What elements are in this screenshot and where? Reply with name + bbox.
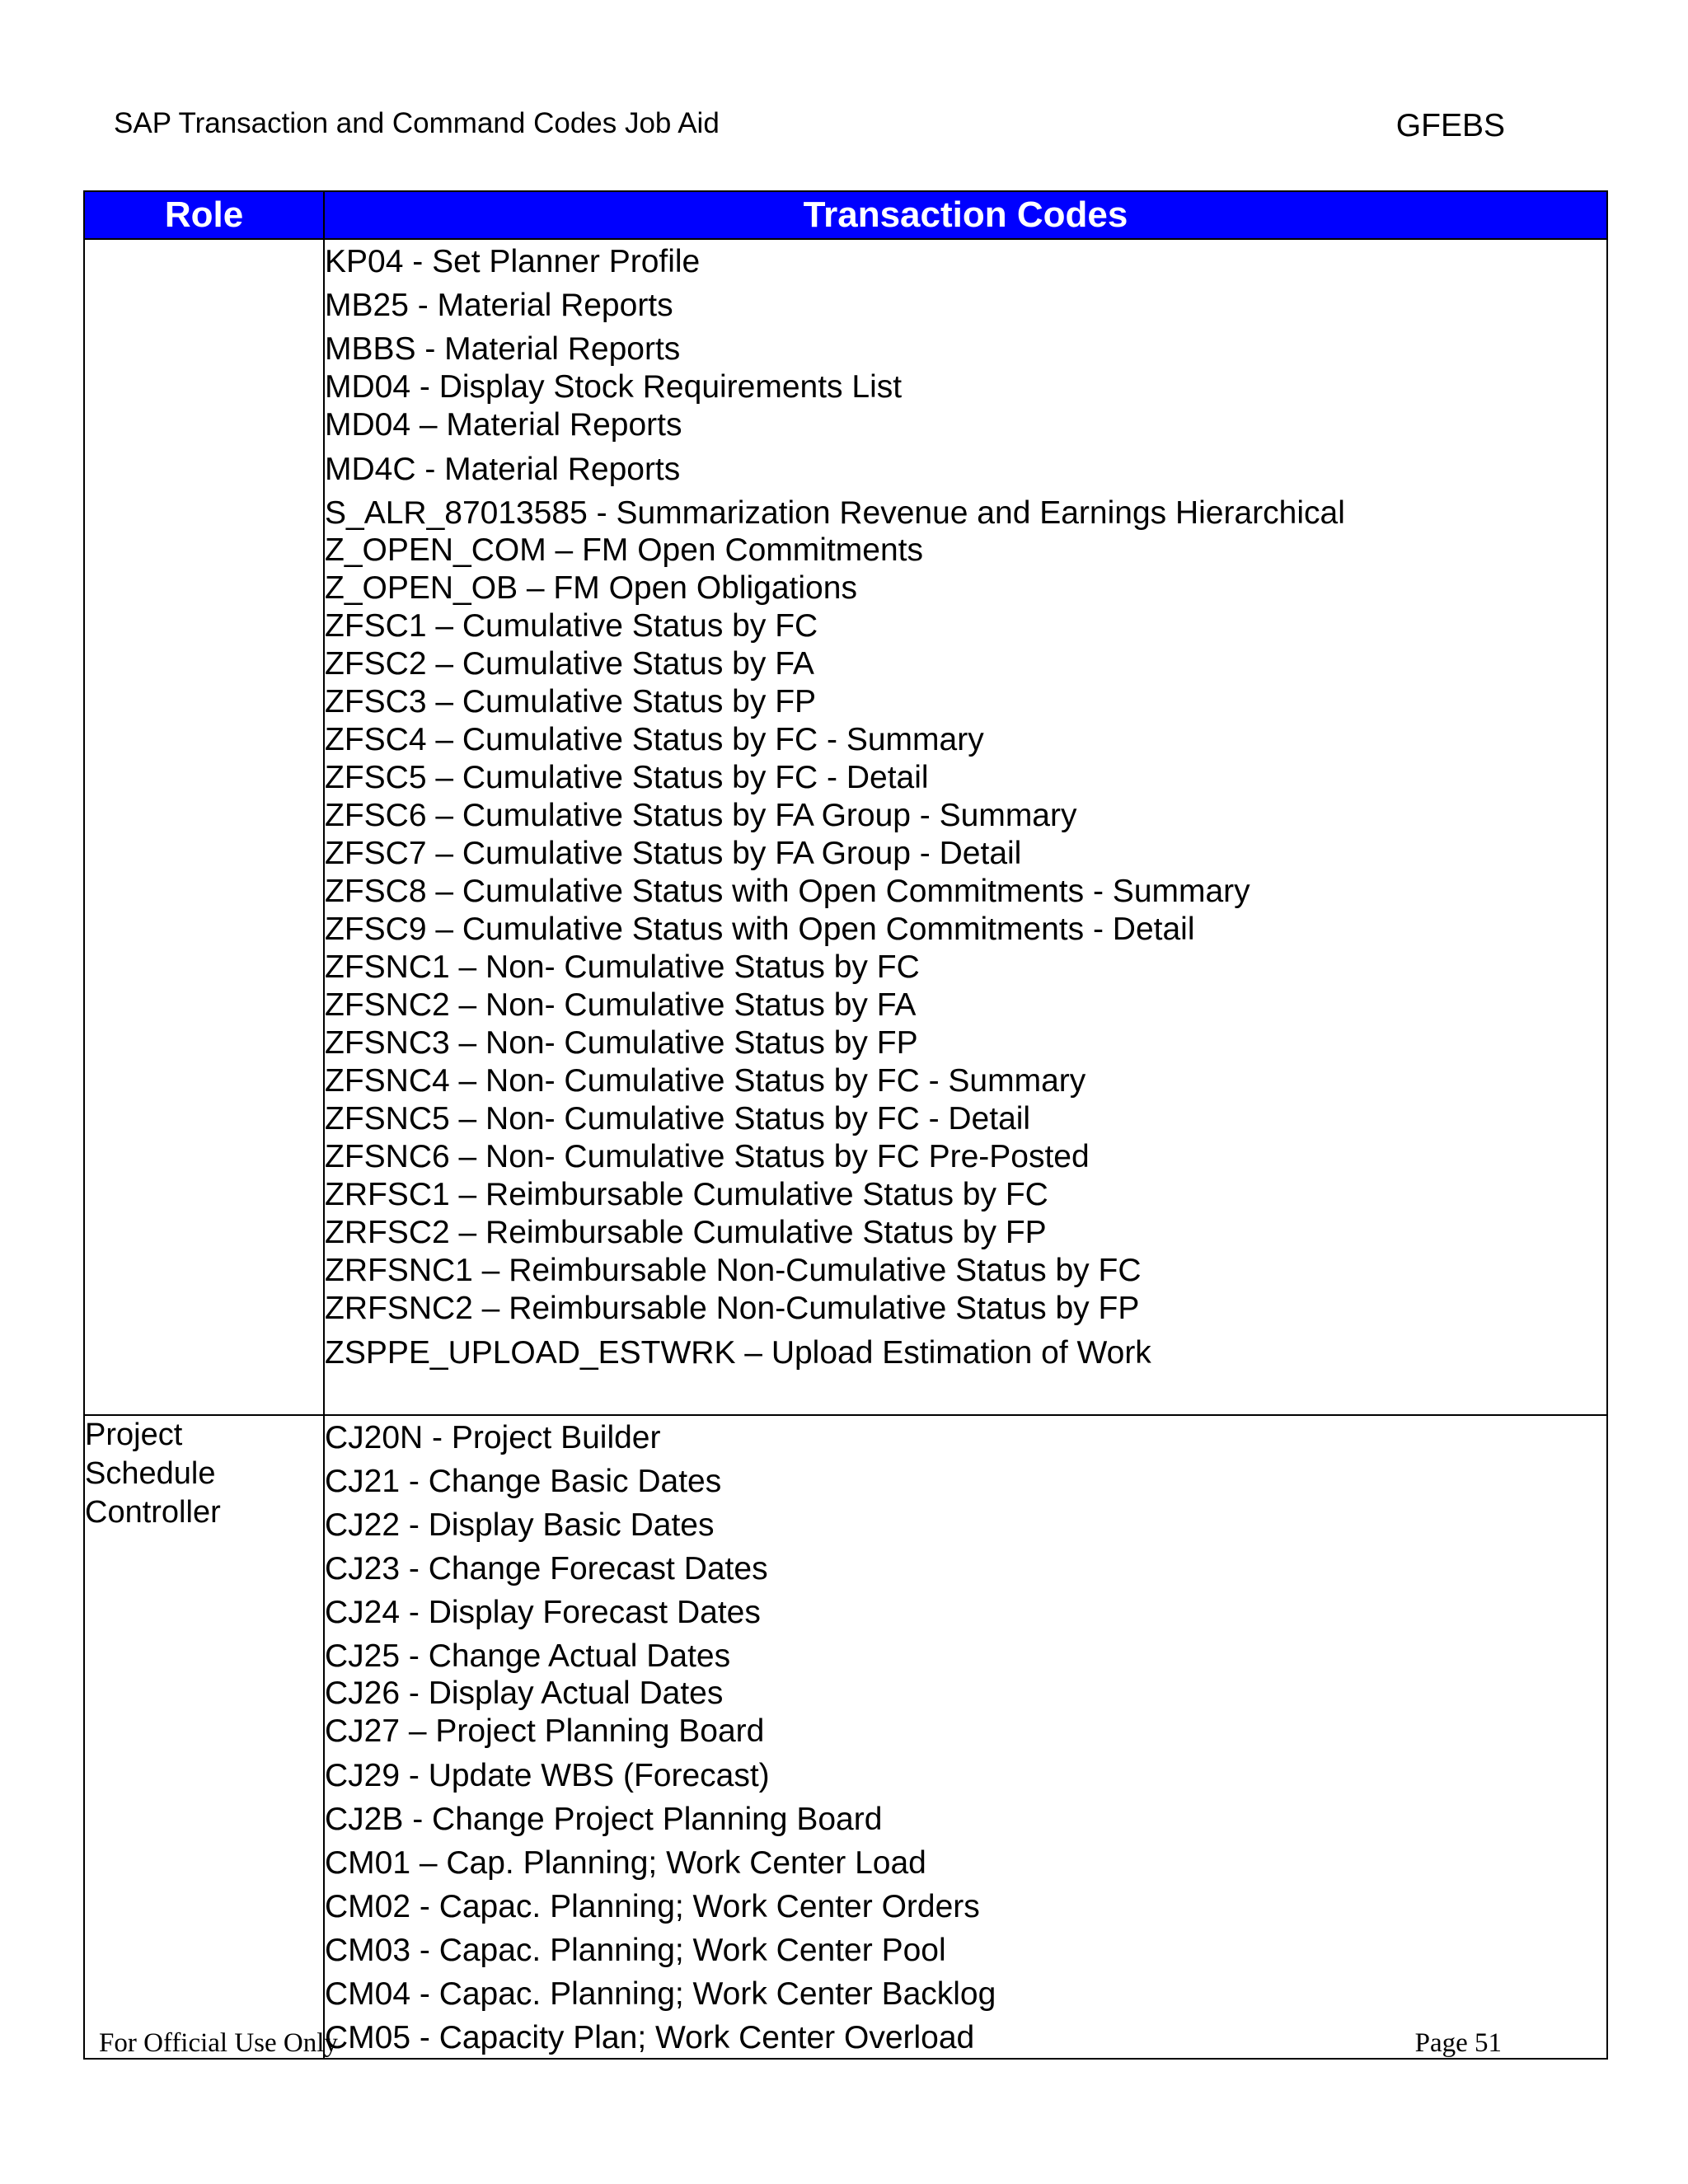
code-item: CJ22 - Display Basic Dates (325, 1507, 715, 1543)
code-item: CJ23 - Change Forecast Dates (325, 1551, 768, 1586)
code-item: CJ2B - Change Project Planning Board (325, 1802, 883, 1837)
code-item: ZFSC2 – Cumulative Status by FA (325, 646, 814, 682)
code-item: ZFSC4 – Cumulative Status by FC - Summary (325, 722, 984, 757)
code-item: ZFSNC2 – Non- Cumulative Status by FA (325, 987, 917, 1023)
code-item: S_ALR_87013585 - Summarization Revenue and Earnings Hierarchical (325, 495, 1345, 531)
code-item: ZFSC5 – Cumulative Status by FC - Detail (325, 760, 929, 795)
code-item: CJ24 - Display Forecast Dates (325, 1595, 761, 1630)
code-item: ZFSNC1 – Non- Cumulative Status by FC (325, 949, 920, 985)
code-item: ZFSC3 – Cumulative Status by FP (325, 684, 817, 719)
code-item: CM03 - Capac. Planning; Work Center Pool (325, 1933, 946, 1968)
code-item: ZRFSC2 – Reimbursable Cumulative Status by FP (325, 1215, 1047, 1250)
code-item: ZFSNC4 – Non- Cumulative Status by FC - Summary (325, 1063, 1086, 1099)
code-item: CM01 – Cap. Planning; Work Center Load (325, 1845, 926, 1881)
table-row (84, 1415, 1607, 2059)
code-item: CJ27 – Project Planning Board (325, 1713, 765, 1749)
column-header-transaction-codes: Transaction Codes (324, 191, 1607, 239)
code-item: ZFSC1 – Cumulative Status by FC (325, 608, 818, 644)
code-item: ZFSC7 – Cumulative Status by FA Group - Detail (325, 836, 1022, 871)
code-item: MD4C - Material Reports (325, 452, 681, 487)
code-item: CM02 - Capac. Planning; Work Center Orders (325, 1889, 980, 1924)
code-item: MD04 – Material Reports (325, 407, 682, 443)
codes-cell (324, 239, 1607, 1415)
code-item: CJ26 - Display Actual Dates (325, 1675, 724, 1711)
code-item: CJ20N - Project Builder (325, 1420, 661, 1455)
code-item: Z_OPEN_COM – FM Open Commitments (325, 532, 923, 568)
code-item: ZSPPE_UPLOAD_ESTWRK – Upload Estimation of Work (325, 1335, 1151, 1371)
code-item: CJ21 - Change Basic Dates (325, 1464, 722, 1499)
code-item: KP04 - Set Planner Profile (325, 244, 701, 279)
code-item: CM05 - Capacity Plan; Work Center Overload (325, 2020, 975, 2055)
role-cell (84, 1415, 324, 2059)
code-item: ZRFSNC1 – Reimbursable Non-Cumulative Status by FC (325, 1253, 1142, 1288)
table-row (84, 239, 1607, 1415)
code-item: ZFSNC5 – Non- Cumulative Status by FC - Detail (325, 1101, 1031, 1137)
role-name-line: Controller (85, 1495, 221, 1530)
role-name-line: Project (85, 1418, 183, 1452)
document-title: SAP Transaction and Command Codes Job Aid (114, 107, 720, 139)
code-item: ZFSC8 – Cumulative Status with Open Commitments - Summary (325, 874, 1250, 909)
code-item: ZFSC6 – Cumulative Status by FA Group - Summary (325, 798, 1077, 833)
role-name-line: Schedule (85, 1456, 216, 1491)
code-item: CJ29 - Update WBS (Forecast) (325, 1758, 770, 1793)
table-header-row (84, 191, 1607, 239)
transaction-codes-table (83, 190, 1608, 2060)
role-cell (84, 239, 324, 1415)
codes-cell (324, 1415, 1607, 2059)
code-item: ZFSNC3 – Non- Cumulative Status by FP (325, 1025, 918, 1061)
classification-footer: For Official Use Only (99, 2028, 338, 2058)
page-number: Page 51 (1414, 2028, 1502, 2058)
code-item: ZFSNC6 – Non- Cumulative Status by FC Pre-Posted (325, 1139, 1090, 1174)
organization-name: GFEBS (1395, 108, 1505, 143)
code-item: MB25 - Material Reports (325, 288, 673, 323)
code-item: Z_OPEN_OB – FM Open Obligations (325, 570, 857, 606)
code-item: MBBS - Material Reports (325, 331, 681, 367)
code-item: ZFSC9 – Cumulative Status with Open Commitments - Detail (325, 912, 1195, 947)
code-item: CJ25 - Change Actual Dates (325, 1638, 731, 1674)
code-item: CM04 - Capac. Planning; Work Center Backlog (325, 1976, 996, 2012)
code-item: ZRFSNC2 – Reimbursable Non-Cumulative Status by FP (325, 1291, 1140, 1326)
column-header-role: Role (84, 191, 324, 239)
code-item: ZRFSC1 – Reimbursable Cumulative Status by FC (325, 1177, 1048, 1212)
code-item: MD04 - Display Stock Requirements List (325, 369, 903, 405)
